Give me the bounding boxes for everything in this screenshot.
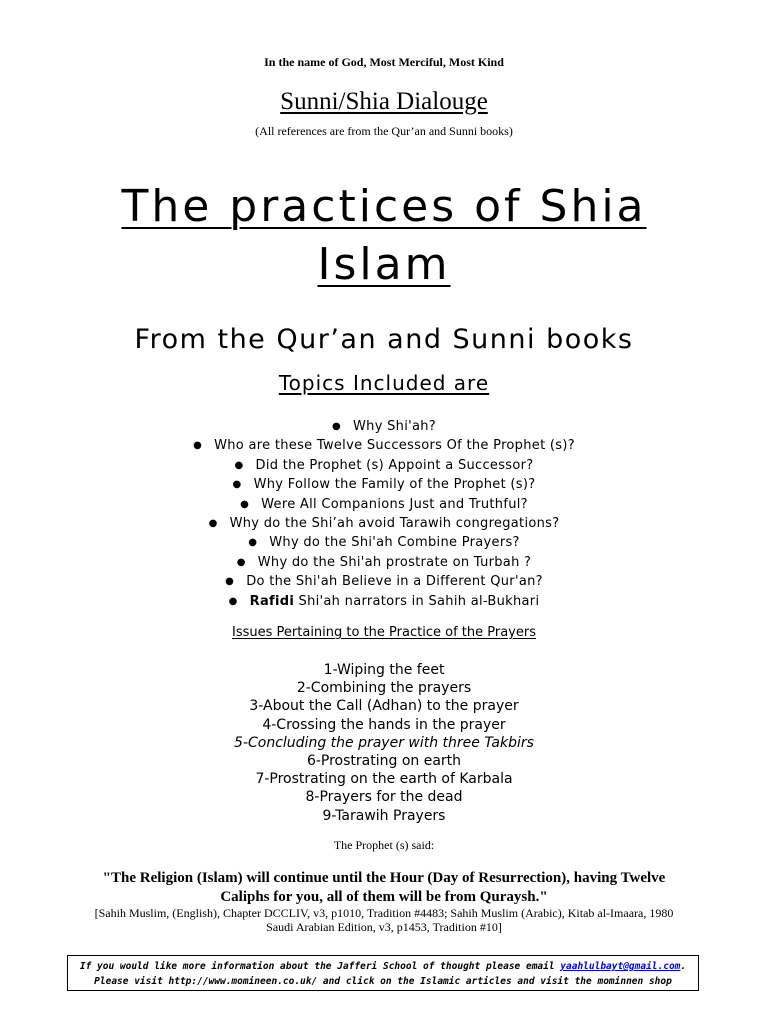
main-title <box>84 178 684 294</box>
hadith-citation: [Sahih Muslim, (English), Chapter DCCLIV, v3, p1010, Tradition #4483; Sahih Muslim (Arabic), Kitab al-Imaara, 1980 Saudi Arabian Edition, v3, p1453, Tradition #10] <box>94 906 674 934</box>
issue-item: 4-Crossing the hands in the prayer <box>262 716 506 733</box>
bullet-icon: ● <box>236 556 246 568</box>
main-title-line2: Islam <box>317 239 451 290</box>
footer-line1-end: . <box>680 961 687 972</box>
topics-list <box>0 417 768 611</box>
topic-text: Did the Prophet (s) Appoint a Successor? <box>255 457 534 473</box>
footer-line2: Please visit http://www.momineen.co.uk/ and click on the Islamic articles and visit the mominnen shop <box>94 976 672 987</box>
issues-heading-text: Issues Pertaining to the Practice of the Prayers <box>232 625 536 640</box>
topic-item <box>0 533 768 552</box>
subtitle: From the Qur’an and Sunni books <box>134 324 634 355</box>
footer-line1-text: If you would like more information about the Jafferi School of thought please email <box>79 961 561 972</box>
topic-item <box>0 572 768 591</box>
bullet-icon: ● <box>228 595 238 607</box>
topic-text: Do the Shi'ah Believe in a Different Qur'an? <box>246 574 543 590</box>
topics-heading <box>0 371 768 395</box>
bullet-icon: ● <box>208 517 218 529</box>
bullet-icon: ● <box>225 576 235 588</box>
bullet-icon: ● <box>248 537 258 549</box>
topic-text: Were All Companions Just and Truthful? <box>261 496 528 512</box>
basmala-heading: In the name of God, Most Merciful, Most Kind <box>264 55 504 69</box>
issue-item: 1-Wiping the feet <box>323 662 445 678</box>
issue-item: 6-Prostrating on earth <box>306 752 462 769</box>
issue-item: 5-Concluding the prayer with three Takbirs <box>234 734 534 751</box>
dialogue-title <box>0 88 768 116</box>
email-link[interactable]: yaahlulbayt@gmail.com <box>560 961 681 972</box>
topic-text: Why do the Shi’ah avoid Tarawih congregations? <box>229 515 560 531</box>
bullet-icon: ● <box>193 440 203 452</box>
topic-item <box>0 495 768 514</box>
main-title-line1: The practices of Shia <box>121 181 647 232</box>
bullet-icon: ● <box>232 479 242 491</box>
topic-item <box>0 514 768 533</box>
topic-bold-word: Rafidi <box>249 593 295 609</box>
topic-item <box>0 592 768 611</box>
footer-line1 <box>68 959 698 974</box>
references-note: (All references are from the Qur’an and Sunni books) <box>255 124 513 138</box>
issues-heading <box>0 625 768 640</box>
topic-text: Shi'ah narrators in Sahih al-Bukhari <box>294 593 540 609</box>
topic-item <box>0 456 768 475</box>
topic-text: Why do the Shi'ah prostrate on Turbah ? <box>257 554 532 570</box>
bullet-icon: ● <box>331 421 341 432</box>
issue-item: 8-Prayers for the dead <box>305 789 463 806</box>
topic-item <box>0 417 768 436</box>
dialogue-title-text: Sunni/Shia Dialouge <box>280 88 488 115</box>
topics-heading-text: Topics Included are <box>278 371 490 395</box>
issue-item: 3-About the Call (Adhan) to the prayer <box>249 698 519 715</box>
bullet-icon: ● <box>240 498 250 510</box>
issue-item: 2-Combining the prayers <box>296 680 472 697</box>
issue-item: 7-Prostrating on the earth of Karbala <box>255 771 513 788</box>
topic-text: Why Follow the Family of the Prophet (s)? <box>253 477 536 493</box>
topic-text: Why Shi'ah? <box>353 419 437 434</box>
topic-item <box>0 475 768 494</box>
topic-text: Who are these Twelve Successors Of the Prophet (s)? <box>214 438 575 454</box>
issues-list <box>0 661 768 825</box>
bullet-icon: ● <box>234 459 244 471</box>
topic-item <box>0 553 768 572</box>
topic-text: Why do the Shi'ah Combine Prayers? <box>269 535 520 551</box>
issue-item: 9-Tarawih Prayers <box>322 807 446 824</box>
topic-item <box>0 436 768 455</box>
prophet-said: The Prophet (s) said: <box>333 838 435 852</box>
hadith-quote: "The Religion (Islam) will continue until the Hour (Day of Resurrection), having Twelve Caliphs for you, all of them will be from Quraysh." <box>102 870 666 905</box>
footer-box <box>67 955 699 991</box>
